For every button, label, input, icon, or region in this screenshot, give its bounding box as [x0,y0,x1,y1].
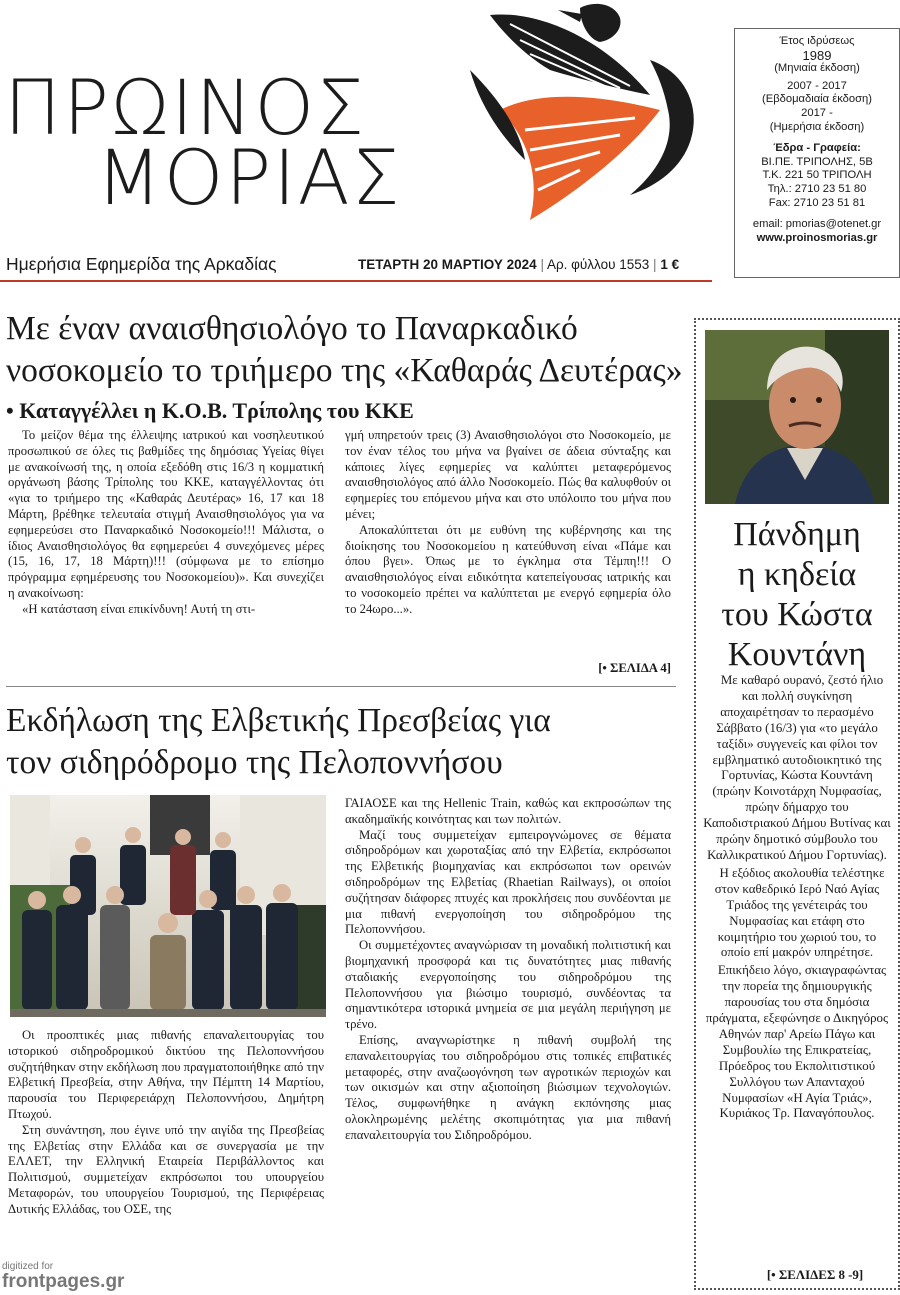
info-office-label: Έδρα - Γραφεία: [773,142,861,155]
article1-continue-link[interactable]: [• ΣΕΛΙΔΑ 4] [598,661,671,675]
sidebar-paragraph: Με καθαρό ουρανό, ζεστό ήλιο και πολλή συγκίνηση αποχαιρέτησαν το περασμένο Σάββατο (16/3) για «το μεγάλο ταξίδι» συγγενείς και φίλοι τον εμβληματικό αυτοδιοικητικό της Γορτυνίας, Κώστα Κουντάνη (πρώην Κοινοτάρχη Νυμφασίας, πρώην δήμαρχο του Καποδιστριακού Δήμου Βυτίνας και πρώην δημοτικό σύμβουλο του Καλλικρατικού Δήμου Γορτυνίας). [703,673,891,862]
article1-divider [6,686,676,687]
article2-paragraph: Μαζί τους συμμετείχαν εμπειρογνώμονες σε θέματα σιδηροδρόμων και χωροταξίας από την Ελβετία, εκπρόσωποι της Ελβετικής βιομηχανίας και εκπρόσωποι των ορεινών σιδηροδρόμων της Ελβετίας (Rhaetian Railways), οι οποίοι συζήτησαν διάφορες πτυχές και προκλήσεις που συνδέονται με μια πιθανή ενεργοποίηση του σιδηροδρόμου της Πελοποννήσου. [345,827,671,937]
info-fax: Fax: 2710 23 51 81 [768,196,866,209]
article1-headline[interactable] [6,308,686,392]
bird-logo-icon [430,0,720,230]
article1-column-1 [8,428,324,618]
sidebar-paragraph: Η εξόδιος ακολουθία τελέστηκε στον καθεδρικό Ιερό Ναό Αγίας Τριάδος της γενέτειράς του Νυμφασίας και ετάφη στο κοιμητήριο του χωριού του, το οποίο επί μακρόν υπηρέτησε. [714,865,885,960]
article1-headline-line2: νοσοκομείο το τριήμερο της «Καθαράς Δευτέρας» [6,351,683,389]
issue-number: Αρ. φύλλου 1553 [546,257,650,272]
sidebar-headline[interactable] [700,515,894,675]
article1-paragraph: Το μείζον θέμα της έλλειψης ιατρικού και νοσηλευτικού προσωπικού σε όλες τις βαθμίδες της δημόσιας Υγείας θίγει με ανακοίνωσή της, η οποία εξεδόθη στις 16/3 η κομματική οργάνωση βάσης Τρίπολης του ΚΚΕ, καταγγέλλοντας ότι «για το τριήμερο της «Καθαράς Δευτέρας» 16, 17 και 18 Μάρτη, βρέθηκε τελευταία στιγμή Αναισθησιολόγος για να εφημερεύσει στο Παναρκαδικό Νοσοκομείο!!! Μάλιστα, ο ίδιος Αναισθησιολόγος θα εφημερεύει 4 συνεχόμενες μέρες (15, 16, 17, 18 Μάρτη)!!! (σύμφωνα με το επίσημο πρόγραμμα εφημέρευσης του Νοσοκομείου)». Και συνεχίζει η ανακοίνωση: [8,428,324,600]
article2-column-2 [345,796,671,1144]
article1-paragraph: Αποκαλύπτεται ότι με ευθύνη της κυβέρνησης και της διοίκησης του Νοσοκομείου η κατεύθυνση είναι «Πάμε και όπου βγει». Όπως με το έγκλημα στα Τέμπη!!! Ο αναισθησιολόγος είναι ειδικότητα κατεπείγουσας ιατρικής και το νοσοκομείο πρέπει να καλύπτεται με ενεργό εφημερία όλο το 24ωρο...». [345,522,671,616]
article1-subhead: • Καταγγέλλει η Κ.Ο.Β. Τρίπολης του ΚΚΕ [6,398,414,423]
masthead-tagline: Ημερήσια Εφημερίδα της Αρκαδίας [6,254,277,274]
article2-headline[interactable] [6,700,682,784]
issue-date: ΤΕΤΑΡΤΗ 20 ΜΑΡΤΙΟΥ 2024 [358,257,537,272]
info-postcode: Τ.Κ. 221 50 ΤΡΙΠΟΛΗ [762,169,872,182]
article2-paragraph: Οι προοπτικές μιας πιθανής επαναλειτουργίας του ιστορικού σιδηροδρομικού δικτύου της Πελοποννήσου συζητήθηκαν στην εκδήλωση που πραγματοποιήθηκε από την Ελβετική Πρεσβεία, στην Αθήνα, την Πέμπτη 14 Μαρτίου, παρουσία του Περιφερειάρχη Πελοποννήσου, Δημήτρη Πτωχού. [8,1028,325,1121]
article2-paragraph: Στη συνάντηση, που έγινε υπό την αιγίδα της Πρεσβείας της Ελβετίας στην Ελλάδα και σε συνεργασία με την ΕΛΛΕΤ, την Ελληνική Εταιρεία Περιβάλλοντος και Πολιτισμού, συμμετείχαν εκπρόσωποι του υπουργείου Μεταφορών, του υπουργείου Τουρισμού, της Περιφέρειας Δυτικής Ελλάδας, του ΟΣΕ, της [8,1122,324,1216]
watermark [2,1262,124,1291]
masthead-dateline: ΤΕΤΑΡΤΗ 20 ΜΑΡΤΙΟΥ 2024 | Αρ. φύλλου 1553 | 1 € [358,257,680,272]
info-founded-year: 1989 [802,47,832,63]
sidebar-headline-line: του Κώστα [721,596,873,633]
watermark-line2: frontpages.gr [2,1271,125,1292]
sidebar-headline-line: Κουντάνη [727,636,867,673]
article2-headline-line1: Εκδήλωση της Ελβετικής Πρεσβείας για [6,702,551,739]
info-email[interactable]: email: pmorias@otenet.gr [752,218,882,231]
article2-headline-line2: τον σιδηρόδρομο της Πελοποννήσου [6,743,503,781]
article2-paragraph: ΓΑΙΑΟΣΕ και της Hellenic Train, καθώς και εκπροσώπων της ακαδημαϊκής κοινότητας και των πολιτών. [345,796,671,826]
sidebar-headline-line: η κηδεία [737,556,857,593]
sidebar-continue-link[interactable]: [• ΣΕΛΙΔΕΣ 8 -9] [766,1268,864,1282]
article1-paragraph: «Η κατάσταση είναι επικίνδυνη! Αυτή τη στι- [22,601,256,616]
info-daily: (Ημερήσια έκδοση) [769,120,865,133]
info-phone: Τηλ.: 2710 23 51 80 [767,182,867,195]
article1-headline-line1: Με έναν αναισθησιολόγο το Παναρκαδικό [6,310,578,347]
info-address: ΒΙ.ΠΕ. ΤΡΙΠΟΛΗΣ, 5Β [761,155,873,168]
sidebar-headline-line: Πάνδημη [733,516,861,553]
info-weekly: (Εβδομαδιαία έκδοση) [762,93,872,106]
info-monthly: (Μηνιαία έκδοση) [774,62,860,75]
article1-column-2 [345,428,671,618]
info-website[interactable]: www.proinosmorias.gr [756,231,878,244]
article1-paragraph: γμή υπηρετούν τρεις (3) Αναισθησιολόγοι στο Νοσοκομείο, με τον έναν τέλος του μήνα να βγαίνει σε άδεια σύνταξης και κάποιες λίγες εφημερίες να καλύπτει μεταφερόμενος αναισθησιολόγος από άλλο Νοσοκομείο. Πώς θα καλυφθούν οι εφημερίες του επόμενου μήνα και στο υπόλοιπο του μήνα που μένει; [345,428,671,521]
article2-paragraph: Επίσης, αναγνωρίστηκε η πιθανή συμβολή της επαναλειτουργίας του σιδηροδρόμου στις τοπικές επιβατικές μεταφορές, στην αναζωογόνηση των αγροτικών περιοχών και των οικισμών και στην αξιοποίηση βιώσιμων τεχνολογιών. Τέλος, συμφωνήθηκε η ανάγκη εκπόνησης μιας ολοκληρωμένης μελέτης σκοπιμότητας για μια πιθανή επαναλειτουργία του Σιδηροδρόμου. [345,1032,671,1142]
portrait-photo [705,330,889,504]
info-founded-label: Έτος ιδρύσεως [779,35,855,47]
publication-infobox [734,28,900,278]
info-weekly-years: 2007 - 2017 [787,79,847,92]
article2-column-1 [8,1028,324,1218]
sidebar-body [702,673,892,1124]
sidebar-paragraph: Επικήδειο λόγο, σκιαγραφώντας την πορεία της δημιουργικής παρουσίας του στα δημόσια πράγματα, εξεφώνησε ο Δικηγόρος Αθηνών παρ' Αρείω Πάγω και Συμβουλίω της Επικρατείας, Πρόεδρος του Εκπολιτιστικού Συλλόγου των Απανταχού Νυμφασίων «Η Αγία Τριάς», Κυριάκος Τρ. Παναγόπουλος. [705,963,889,1121]
info-daily-years: 2017 - [801,106,833,119]
masthead-rule [0,280,712,282]
watermark-line1: digitized for [2,1261,54,1272]
masthead-title-line2: ΜΟΡΙΑΣ [96,133,402,222]
article2-paragraph: Οι συμμετέχοντες αναγνώρισαν τη μοναδική πολιτιστική και βιομηχανική προσφορά και τις δυνατότητες μιας πιθανής σταδιακής ενεργοποίησης του σιδηροδρόμου της Πελοποννήσου για βιώσιμο τουρισμό, συνδέοντας τα σημαντικότερα ιστορικά μνημεία σε μια μεγάλη περιήγηση με τρένο. [345,938,671,1032]
embassy-group-photo [10,795,326,1017]
issue-price: 1 € [660,257,680,272]
masthead-title-line1: ΠΡΩΙΝΟΣ [4,63,367,152]
